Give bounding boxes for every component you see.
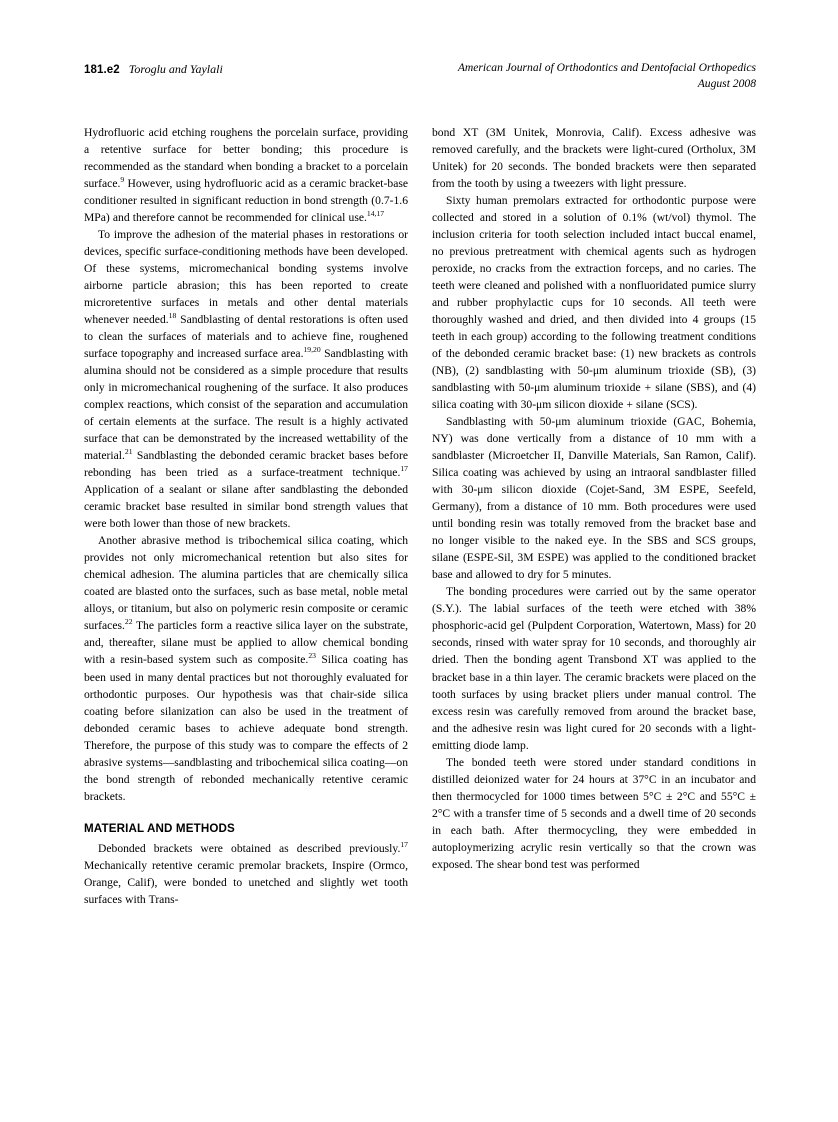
section-heading-material-and-methods: MATERIAL AND METHODS — [84, 821, 235, 835]
issue-date: August 2008 — [697, 76, 756, 90]
citation-superscript: 18 — [168, 311, 177, 321]
citation-superscript: 21 — [124, 447, 133, 457]
citation-superscript: 19,20 — [303, 345, 321, 355]
column-right — [432, 124, 756, 1074]
citation-superscript: 22 — [124, 617, 133, 627]
citation-superscript: 17 — [400, 464, 408, 474]
paragraph: The bonding procedures were carried out by the same operator (S.Y.). The labial surfaces of the teeth were etched with 38% phosphoric-acid gel (Pulpdent Corporation, Watertown, Mass) for 20 seconds, rinsed with water spray for 10 seconds, and thoroughly air dried. Then the bonding agent Transbond XT was applied to the bracket base in a thin layer. The ceramic brackets were placed on the tooth surfaces by using bracket pliers under manual control. The excess resin was carefully removed from around the bracket base, and the adhesive resin was light cured for 20 seconds with a light-emitting diode lamp. — [432, 585, 756, 752]
citation-superscript: 9 — [120, 175, 125, 185]
paragraph: Sandblasting with 50-μm aluminum trioxide (GAC, Bohemia, NY) was done vertically from a distance of 10 mm with a sandblaster (Microetcher II, Danville Materials, San Ramon, Calif). Silica coating was achieved by using an intraoral sandblaster filled with 30-μm silicon dioxide (Cojet-Sand, 3M ESPE, Seefeld, Germany), from a distance of 10 mm. Both procedures were used until bonding resin was totally removed from the bracket base and no longer visible to the naked eye. In the SBS and SCS groups, silane (ESPE-Sil, 3M ESPE) was applied to the conditioned bracket base and allowed to dry for 5 minutes. — [432, 415, 756, 582]
column-right-paragraphs — [432, 124, 756, 873]
citation-superscript: 17 — [400, 839, 408, 849]
paragraph: bond XT (3M Unitek, Monrovia, Calif). Excess adhesive was removed carefully, and the brackets were light-cured (Ortholux, 3M Unitek) for 20 seconds. The bonded brackets were then separated from the tooth by using a tweezers with light pressure. — [432, 126, 756, 191]
running-head — [84, 60, 756, 94]
running-head-right — [458, 60, 756, 91]
citation-superscript: 23 — [308, 651, 316, 661]
journal-title: American Journal of Orthodontics and Dentofacial Orthopedics — [457, 61, 756, 74]
paragraph: Debonded brackets were obtained as described previously.$^{17}$ Mechanically retentive ceramic premolar brackets, Inspire (Ormco, Orange, Calif), were bonded to unetched and slightly wet tooth surfaces with Trans- — [84, 839, 408, 906]
column-left — [84, 124, 408, 1074]
column-left-paragraphs — [84, 124, 408, 805]
paragraph: To improve the adhesion of the material phases in restorations or devices, specific surface-conditioning methods have been developed. Of these systems, micromechanical bonding systems involve airborne particle abrasion; this has been reported to create microretentive surfaces in metals and other dental materials whenever needed.$^{18}$ Sandblasting of dental restorations is often used to clean the surfaces of materials and to achieve fine, roughened surface topography and increased surface area.$^{19,20}$ Sandblasting with alumina should not be considered as a simple procedure that results only in micromechanical roughening of the surface. It also produces complex reactions, which consist of the separation and accumulation of certain elements at the surface. The result is a highly activated surface that can be demonstrated by the increased wettability of the material.$^{21}$ Sandblasting the debonded ceramic bracket bases before rebonding has been tried as a surface-treatment technique.$^{17}$ Application of a sealant or silane after sandblasting the debonded ceramic bracket base resulted in similar bond strength values that were both lower than those of new brackets. — [84, 228, 408, 531]
running-head-left — [84, 60, 223, 78]
column-left-paragraphs-after-heading — [84, 840, 408, 908]
body-text-area — [84, 124, 756, 1074]
page-folio: 181.e2 — [84, 64, 120, 76]
citation-superscript: 14,17 — [366, 209, 385, 219]
paragraph: Another abrasive method is tribochemical silica coating, which provides not only micromechanical retention but also sites for chemical adhesion. The alumina particles that are chemically silica coated are blasted onto the surfaces, such as base metal, noble metal alloys, or titanium, but also on polymeric resin composite or ceramic surfaces.$^{22}$ The particles form a reactive silica layer on the substrate, and, thereafter, silane must be applied to allow chemical bonding with a resin-based system such as composite.$^{23}$ Silica coating has been used in many dental practices but not thoroughly evaluated for orthodontic purposes. Our hypothesis was that chair-side silica coating before silanization can also be used in the treatment of debonded ceramic bases to achieve adequate bond strength. Therefore, the purpose of this study was to compare the effects of 2 abrasive systems—sandblasting and tribochemical silica coating—on the bond strength of rebonded mechanically retentive ceramic brackets. — [84, 534, 408, 803]
paragraph: Hydrofluoric acid etching roughens the porcelain surface, providing a retentive surface for better bonding; this procedure is recommended as the standard when bonding a bracket to a porcelain surface.$^9$ However, using hydrofluoric acid as a ceramic bracket-base conditioner resulted in significant reduction in bond strength (0.7-1.6 MPa) and therefore cannot be recommended for clinical use.$^{14,17}$ — [84, 126, 408, 225]
running-head-authors: Toroglu and Yaylali — [128, 62, 223, 76]
paragraph: Sixty human premolars extracted for orthodontic purpose were collected and stored in a solution of 0.1% (wt/vol) thymol. The inclusion criteria for tooth selection included intact buccal enamel, no previous pretreatment with chemical agents such as hydrogen peroxide, no cracks from the extraction forceps, and no caries. The teeth were cleaned and polished with a nonfluoridated pumice slurry and rubber prophylactic cups for 10 seconds. All teeth were thoroughly washed and dried, and then divided into 4 groups (15 teeth in each group) according to the following treatment conditions of the debonded ceramic bracket base: (1) new brackets as controls (NB), (2) sandblasting with 50-μm aluminum trioxide (SB), (3) sandblasting with 50-μm aluminum trioxide + silane (SBS), and (4) silica coating with 30-μm silicon dioxide + silane (SCS). — [432, 194, 756, 412]
paragraph: The bonded teeth were stored under standard conditions in distilled deionized water for 24 hours at 37°C in an incubator and then thermocycled for 1000 times between 5°C ± 2°C and 55°C ± 2°C with a transfer time of 5 seconds and a dwell time of 20 seconds in each bath. After thermocycling, they were embedded in autoploymerizing acrylic resin vertically so that the crown was exposed. The shear bond test was performed — [432, 755, 756, 871]
